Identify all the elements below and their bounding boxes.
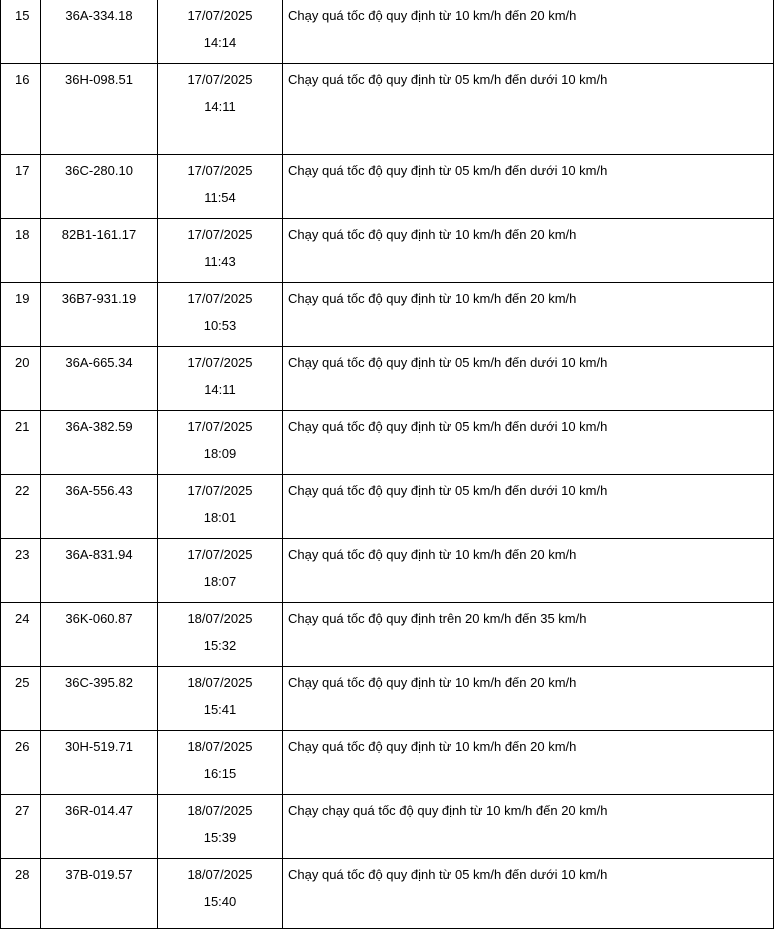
license-plate-text: 30H-519.71 — [65, 739, 133, 754]
row-number-text: 24 — [15, 611, 30, 626]
row-number-text: 15 — [15, 8, 30, 23]
table-row — [1, 219, 774, 283]
row-number — [1, 219, 41, 283]
license-plate — [41, 859, 158, 929]
violation-date: 17/07/2025 — [187, 547, 253, 562]
violation-date: 17/07/2025 — [187, 355, 253, 370]
row-number-text: 25 — [15, 675, 30, 690]
violation-description — [283, 731, 774, 795]
violation-datetime — [158, 0, 283, 64]
table-row — [1, 347, 774, 411]
license-plate — [41, 0, 158, 64]
violation-description — [283, 475, 774, 539]
row-number-text: 28 — [15, 867, 30, 882]
violation-description-text: Chạy quá tốc độ quy định từ 05 km/h đến dưới 10 km/h — [288, 419, 608, 434]
row-number — [1, 539, 41, 603]
row-number — [1, 155, 41, 219]
violation-datetime — [158, 667, 283, 731]
license-plate — [41, 475, 158, 539]
violation-time: 16:15 — [203, 766, 237, 781]
violation-time: 18:09 — [203, 446, 237, 461]
violation-datetime — [158, 731, 283, 795]
violation-time: 14:14 — [203, 35, 237, 50]
violation-datetime — [158, 219, 283, 283]
license-plate-text: 37B-019.57 — [65, 867, 133, 882]
violation-time: 15:39 — [203, 830, 237, 845]
violation-date: 17/07/2025 — [187, 227, 253, 242]
table-row — [1, 283, 774, 347]
license-plate — [41, 411, 158, 475]
violation-time: 15:41 — [203, 702, 237, 717]
violation-description-text: Chạy quá tốc độ quy định từ 10 km/h đến 20 km/h — [288, 227, 577, 242]
row-number-text: 26 — [15, 739, 30, 754]
table-row — [1, 0, 774, 64]
violation-date: 18/07/2025 — [187, 803, 253, 818]
license-plate — [41, 347, 158, 411]
row-number-text: 18 — [15, 227, 30, 242]
license-plate-text: 36A-831.94 — [65, 547, 133, 562]
license-plate-text: 36A-665.34 — [65, 355, 133, 370]
violation-description — [283, 155, 774, 219]
row-number-text: 23 — [15, 547, 30, 562]
violation-datetime — [158, 539, 283, 603]
violation-description-text: Chạy quá tốc độ quy định từ 05 km/h đến dưới 10 km/h — [288, 355, 608, 370]
license-plate — [41, 155, 158, 219]
violation-date: 17/07/2025 — [187, 163, 253, 178]
license-plate-text: 36C-395.82 — [65, 675, 133, 690]
table-row — [1, 155, 774, 219]
license-plate — [41, 731, 158, 795]
license-plate — [41, 667, 158, 731]
row-number-text: 19 — [15, 291, 30, 306]
row-number — [1, 0, 41, 64]
violation-time: 14:11 — [204, 382, 236, 397]
violation-datetime — [158, 411, 283, 475]
violation-description-text: Chạy quá tốc độ quy định từ 10 km/h đến 20 km/h — [288, 675, 577, 690]
violation-description — [283, 0, 774, 64]
row-number-text: 22 — [15, 483, 30, 498]
row-number — [1, 411, 41, 475]
violation-datetime — [158, 283, 283, 347]
table-row — [1, 731, 774, 795]
row-number — [1, 64, 41, 155]
license-plate-text: 36A-556.43 — [65, 483, 133, 498]
row-number — [1, 667, 41, 731]
violation-date: 17/07/2025 — [187, 72, 253, 87]
violation-datetime — [158, 795, 283, 859]
violation-time: 18:07 — [203, 574, 237, 589]
license-plate-text: 36R-014.47 — [65, 803, 133, 818]
row-number-text: 21 — [15, 419, 30, 434]
violation-description — [283, 603, 774, 667]
table-row — [1, 667, 774, 731]
license-plate — [41, 64, 158, 155]
table-row — [1, 859, 774, 929]
table-row — [1, 475, 774, 539]
violation-description-text: Chạy quá tốc độ quy định từ 10 km/h đến 20 km/h — [288, 8, 577, 23]
violation-description — [283, 347, 774, 411]
license-plate-text: 36A-334.18 — [65, 8, 133, 23]
violation-time: 14:11 — [204, 99, 236, 114]
violation-date: 17/07/2025 — [187, 483, 253, 498]
row-number — [1, 795, 41, 859]
violation-description-text: Chạy quá tốc độ quy định từ 10 km/h đến 20 km/h — [288, 291, 577, 306]
row-number — [1, 731, 41, 795]
table-row — [1, 603, 774, 667]
table-row — [1, 64, 774, 155]
violation-date: 17/07/2025 — [187, 419, 253, 434]
violation-description — [283, 539, 774, 603]
violation-description-text: Chạy quá tốc độ quy định từ 10 km/h đến 20 km/h — [288, 547, 577, 562]
license-plate — [41, 539, 158, 603]
violation-datetime — [158, 64, 283, 155]
violation-description — [283, 859, 774, 929]
row-number-text: 20 — [15, 355, 30, 370]
violation-date: 18/07/2025 — [187, 611, 253, 626]
license-plate-text: 36C-280.10 — [65, 163, 133, 178]
violation-date: 18/07/2025 — [187, 867, 253, 882]
violation-description — [283, 795, 774, 859]
table-row — [1, 539, 774, 603]
row-number — [1, 347, 41, 411]
row-number-text: 16 — [15, 72, 30, 87]
row-number — [1, 475, 41, 539]
row-number — [1, 603, 41, 667]
license-plate — [41, 219, 158, 283]
license-plate — [41, 795, 158, 859]
violations-table-body — [1, 0, 774, 929]
violation-description — [283, 411, 774, 475]
violation-datetime — [158, 347, 283, 411]
violation-date: 18/07/2025 — [187, 739, 253, 754]
violation-description-text: Chạy quá tốc độ quy định từ 05 km/h đến dưới 10 km/h — [288, 867, 608, 882]
row-number — [1, 859, 41, 929]
license-plate-text: 82B1-161.17 — [61, 227, 137, 242]
violation-description-text: Chạy quá tốc độ quy định từ 10 km/h đến 20 km/h — [288, 739, 577, 754]
violation-datetime — [158, 859, 283, 929]
violation-description-text: Chạy quá tốc độ quy định từ 05 km/h đến dưới 10 km/h — [288, 163, 608, 178]
violation-time: 15:32 — [203, 638, 237, 653]
license-plate-text: 36K-060.87 — [65, 611, 133, 626]
violation-description — [283, 283, 774, 347]
violation-time: 10:53 — [203, 318, 237, 333]
violation-description — [283, 64, 774, 155]
license-plate — [41, 603, 158, 667]
row-number-text: 27 — [15, 803, 30, 818]
violation-time: 11:54 — [204, 190, 236, 205]
license-plate — [41, 283, 158, 347]
violation-time: 11:43 — [204, 254, 236, 269]
violation-date: 18/07/2025 — [187, 675, 253, 690]
license-plate-text: 36B7-931.19 — [61, 291, 137, 306]
violation-description-text: Chạy quá tốc độ quy định từ 05 km/h đến dưới 10 km/h — [288, 72, 608, 87]
row-number — [1, 283, 41, 347]
violation-time: 15:40 — [203, 894, 237, 909]
violation-datetime — [158, 475, 283, 539]
row-number-text: 17 — [15, 163, 30, 178]
violation-datetime — [158, 603, 283, 667]
violation-datetime — [158, 155, 283, 219]
violation-description-text: Chạy quá tốc độ quy định từ 05 km/h đến dưới 10 km/h — [288, 483, 608, 498]
table-row — [1, 795, 774, 859]
violation-description — [283, 219, 774, 283]
license-plate-text: 36H-098.51 — [65, 72, 133, 87]
violation-time: 18:01 — [203, 510, 237, 525]
violation-date: 17/07/2025 — [187, 8, 253, 23]
license-plate-text: 36A-382.59 — [65, 419, 133, 434]
violation-description-text: Chạy chạy quá tốc độ quy định từ 10 km/h đến 20 km/h — [288, 803, 608, 818]
violation-description — [283, 667, 774, 731]
violation-date: 17/07/2025 — [187, 291, 253, 306]
violation-description-text: Chạy quá tốc độ quy định trên 20 km/h đến 35 km/h — [288, 611, 587, 626]
table-row — [1, 411, 774, 475]
